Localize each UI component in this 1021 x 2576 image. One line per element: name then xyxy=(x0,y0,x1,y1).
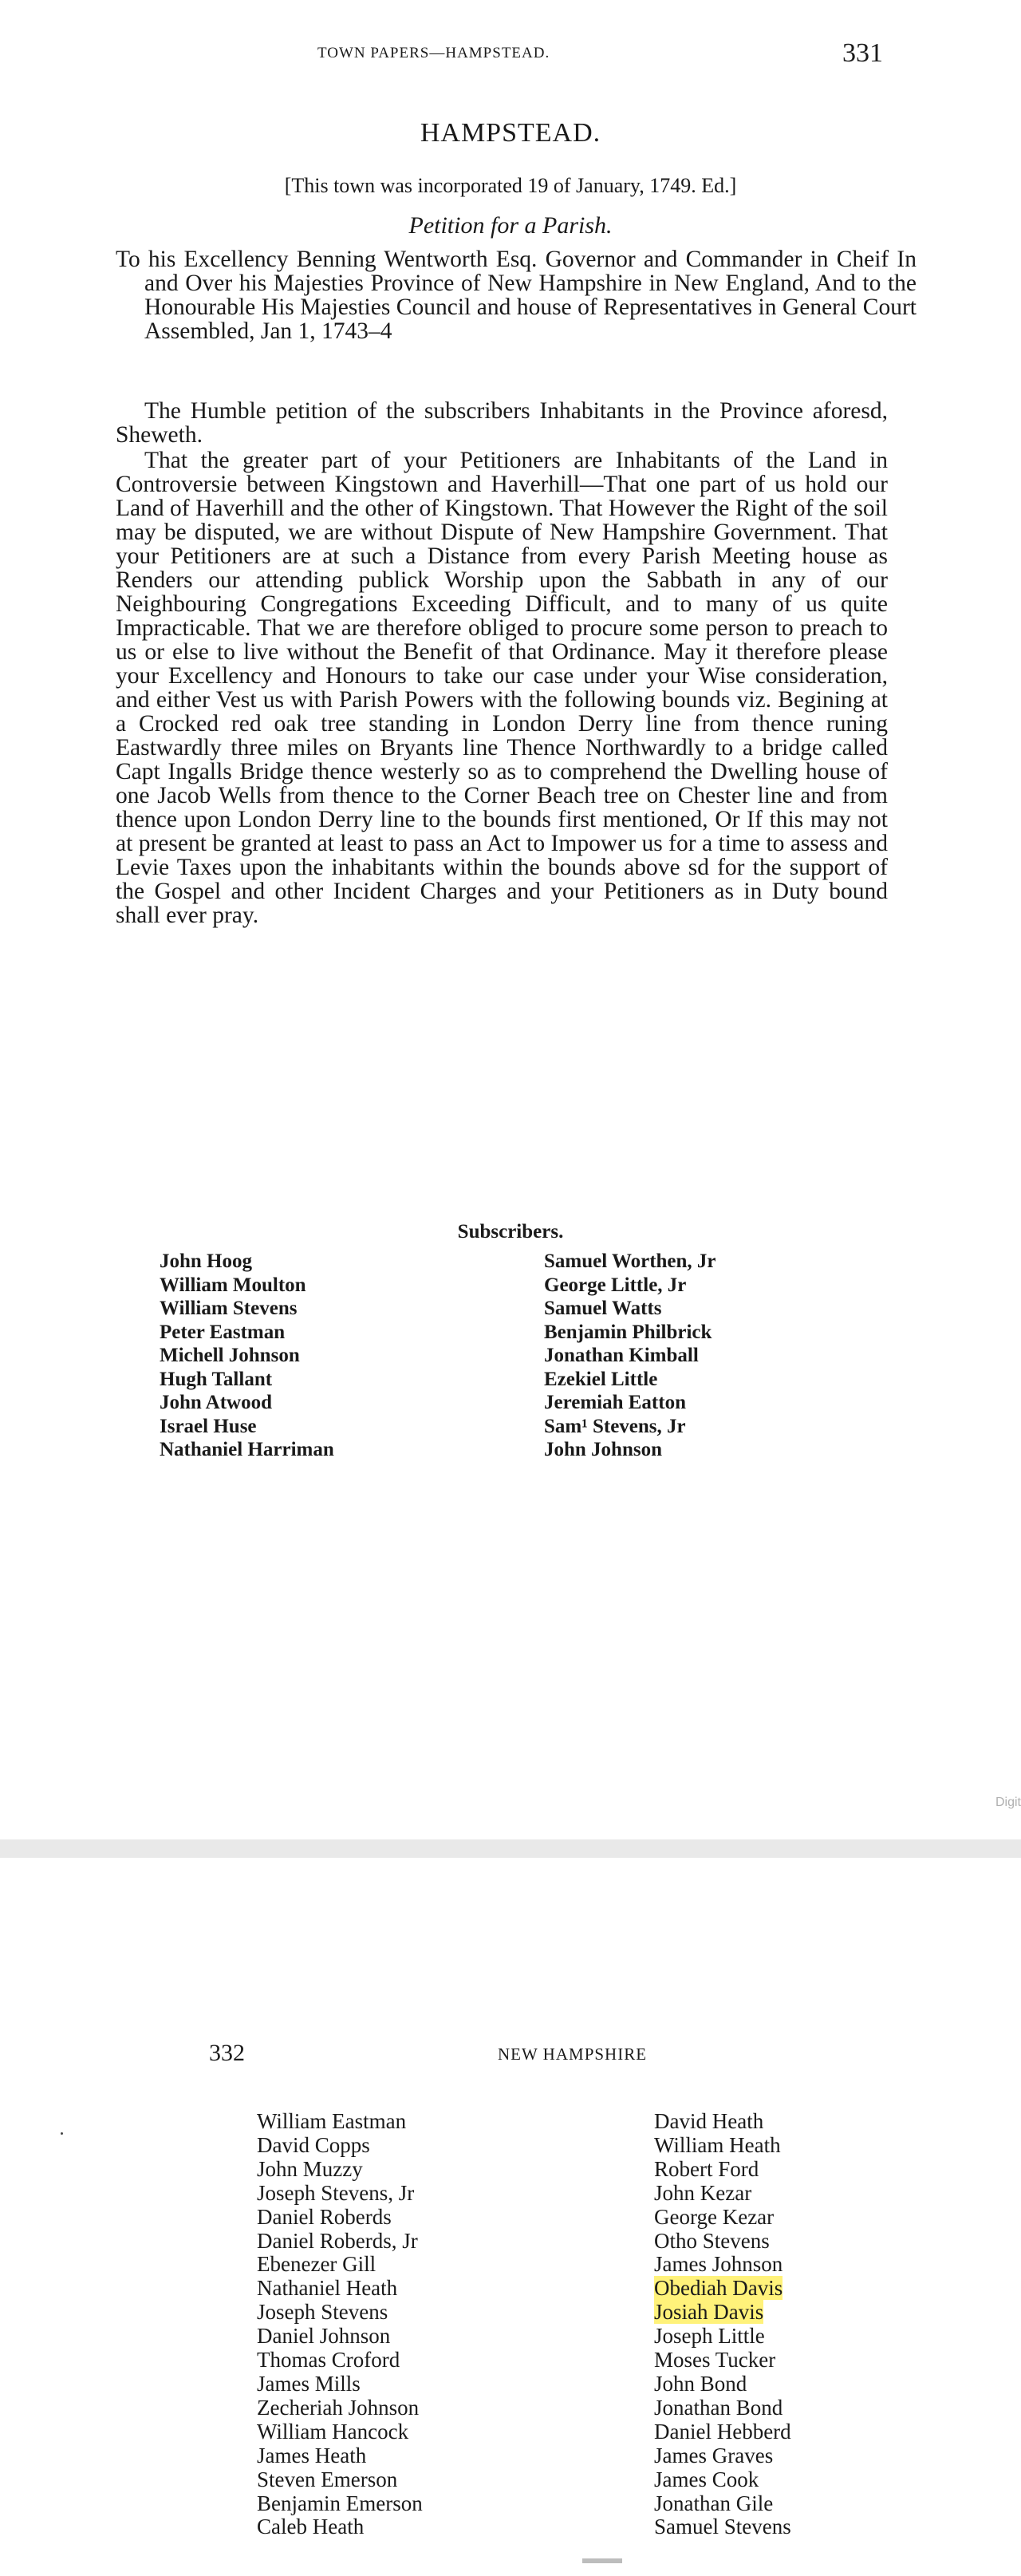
name-list-item: James Mills xyxy=(257,2371,361,2396)
names-left-column xyxy=(257,2110,423,2539)
name-list-item: William Stevens xyxy=(160,1298,298,1319)
name-list-item: William Hancock xyxy=(257,2419,409,2444)
subscribers-right-column xyxy=(544,1250,716,1462)
name-list-item: Sam¹ Stevens, Jr xyxy=(544,1415,686,1437)
name-list-item: Thomas Croford xyxy=(257,2348,400,2373)
name-list-item: Otho Stevens xyxy=(654,2228,770,2253)
name-list-item: John Bond xyxy=(654,2371,747,2396)
name-list-item: Jonathan Gile xyxy=(654,2491,774,2515)
name-list-item: Nathaniel Harriman xyxy=(160,1439,334,1460)
name-list-item: George Kezar xyxy=(654,2204,775,2229)
name-list-item: James Heath xyxy=(257,2443,367,2467)
name-list-item: Steven Emerson xyxy=(257,2467,398,2491)
name-list-item: Caleb Heath xyxy=(257,2515,365,2539)
name-list-item: Peter Eastman xyxy=(160,1321,286,1343)
name-list-item: William Heath xyxy=(654,2132,781,2157)
name-list-item: Ezekiel Little xyxy=(544,1368,658,1390)
petition-address: To his Excellency Benning Wentworth Esq. Governor and Commander in Cheif In and Over his Majesties Province of New Hampshire in New England, And to the Honourable His Majesties Council and house of Representatives in General Court Assembled, Jan 1, 1743–4 xyxy=(116,247,917,344)
name-list-item: Daniel Johnson xyxy=(257,2324,391,2349)
running-head: NEW HAMPSHIRE xyxy=(498,2045,648,2064)
name-list-item: Jonathan Bond xyxy=(654,2395,783,2420)
name-list-item: David Heath xyxy=(654,2109,764,2133)
name-list-item: James Graves xyxy=(654,2443,774,2467)
name-list-item: William Moulton xyxy=(160,1274,306,1296)
name-list-item: Jonathan Kimball xyxy=(544,1345,699,1366)
name-list-item: Israel Huse xyxy=(160,1415,257,1437)
name-list-item: Ebenezer Gill xyxy=(257,2252,376,2277)
page-title: HAMPSTEAD. xyxy=(420,118,601,148)
name-list-item: Nathaniel Heath xyxy=(257,2276,398,2301)
name-list-item: George Little, Jr xyxy=(544,1274,687,1296)
page-number: 331 xyxy=(842,38,883,68)
stray-dot-mark xyxy=(61,2132,63,2135)
name-list-item: Jeremiah Eatton xyxy=(544,1392,686,1413)
name-list-item: Zecheriah Johnson xyxy=(257,2395,420,2420)
name-list-item: Joseph Stevens, Jr xyxy=(257,2180,415,2205)
name-list-item: Robert Ford xyxy=(654,2156,759,2181)
name-list-item: John Muzzy xyxy=(257,2156,363,2181)
page-divider-bar xyxy=(582,2558,622,2563)
name-list-item: Benjamin Emerson xyxy=(257,2491,423,2515)
petition-paragraph: The Humble petition of the subscribers Inhabitants in the Province aforesd, Sheweth. xyxy=(116,398,888,448)
name-list-item: Daniel Roberds xyxy=(257,2204,392,2229)
incorporation-note: [This town was incorporated 19 of January, 1749. Ed.] xyxy=(284,174,737,197)
name-list-item: Samuel Watts xyxy=(544,1298,662,1319)
name-list-item: Joseph Stevens xyxy=(257,2300,388,2325)
name-list-item: Samuel Worthen, Jr xyxy=(544,1250,716,1272)
name-list-item: Daniel Hebberd xyxy=(654,2419,791,2444)
name-list-item: John Johnson xyxy=(544,1439,662,1460)
name-list-item: John Hoog xyxy=(160,1250,253,1272)
name-list-item: Daniel Roberds, Jr xyxy=(257,2228,418,2253)
highlighted-name: Josiah Davis xyxy=(654,2300,764,2325)
name-list-item: Moses Tucker xyxy=(654,2348,776,2373)
name-list-item: Samuel Stevens xyxy=(654,2515,791,2539)
name-list-item: John Kezar xyxy=(654,2180,752,2205)
petition-subtitle: Petition for a Parish. xyxy=(408,212,613,239)
name-list-item: Hugh Tallant xyxy=(160,1368,273,1390)
highlighted-name: Obediah Davis xyxy=(654,2276,783,2301)
watermark: Digit xyxy=(995,1796,1021,1809)
name-list-item: Joseph Little xyxy=(654,2324,765,2349)
name-list-item: James Cook xyxy=(654,2467,759,2491)
subscribers-left-column xyxy=(160,1250,334,1462)
name-list-item: David Copps xyxy=(257,2132,370,2157)
petition-paragraph: That the greater part of your Petitioners are Inhabitants of the Land in Controversie between Kingstown and Haverhill—That one part of us hold our Land of Haverhill and the other of Kingstown. That However the Right of the soil may be disputed, we are without Dispute of New Hampshire Government. That your Petitioners are at such a Distance from every Parish Meeting house as Renders our attending publick Worship upon the Sabbath in any of our Neighbouring Congregations Exceeding Difficult, and to many of us quite Impracticable. That we are therefore obliged to procure some person to preach to us or else to live without the Benefit of that Ordinance. May it therefore please your Excellency and Honours to take our case under your Wise consideration, and either Vest us with Parish Powers with the following bounds viz. Begining at a Crocked red oak tree standing in London Derry line from thence runing Eastwardly three miles on Bryants line Thence Northwardly to a bridge called Capt Ingalls Bridge thence westerly so as to comprehend the Dwelling house of one Jacob Wells from thence to the Corner Beach tree on Chester line and from thence upon London Derry line to the bounds first mentioned, Or If this may not at present be granted at least to pass an Act to Impower us for a time to assess and Levie Taxes upon the inhabitants within the bounds above sd for the support of the Gospel and other Incident Charges and your Petitioners as in Duty bound shall ever pray. xyxy=(116,448,888,928)
name-list-item: William Eastman xyxy=(257,2109,407,2133)
page-332 xyxy=(0,1858,1021,2576)
name-list-item: Benjamin Philbrick xyxy=(544,1321,712,1343)
name-list-item: Michell Johnson xyxy=(160,1345,300,1366)
names-right-column xyxy=(654,2110,791,2539)
page-number: 332 xyxy=(209,2040,245,2066)
name-list-item: James Johnson xyxy=(654,2252,783,2277)
name-list-item: John Atwood xyxy=(160,1392,273,1413)
subscribers-heading: Subscribers. xyxy=(457,1221,564,1243)
running-head: TOWN PAPERS—HAMPSTEAD. xyxy=(317,45,550,61)
